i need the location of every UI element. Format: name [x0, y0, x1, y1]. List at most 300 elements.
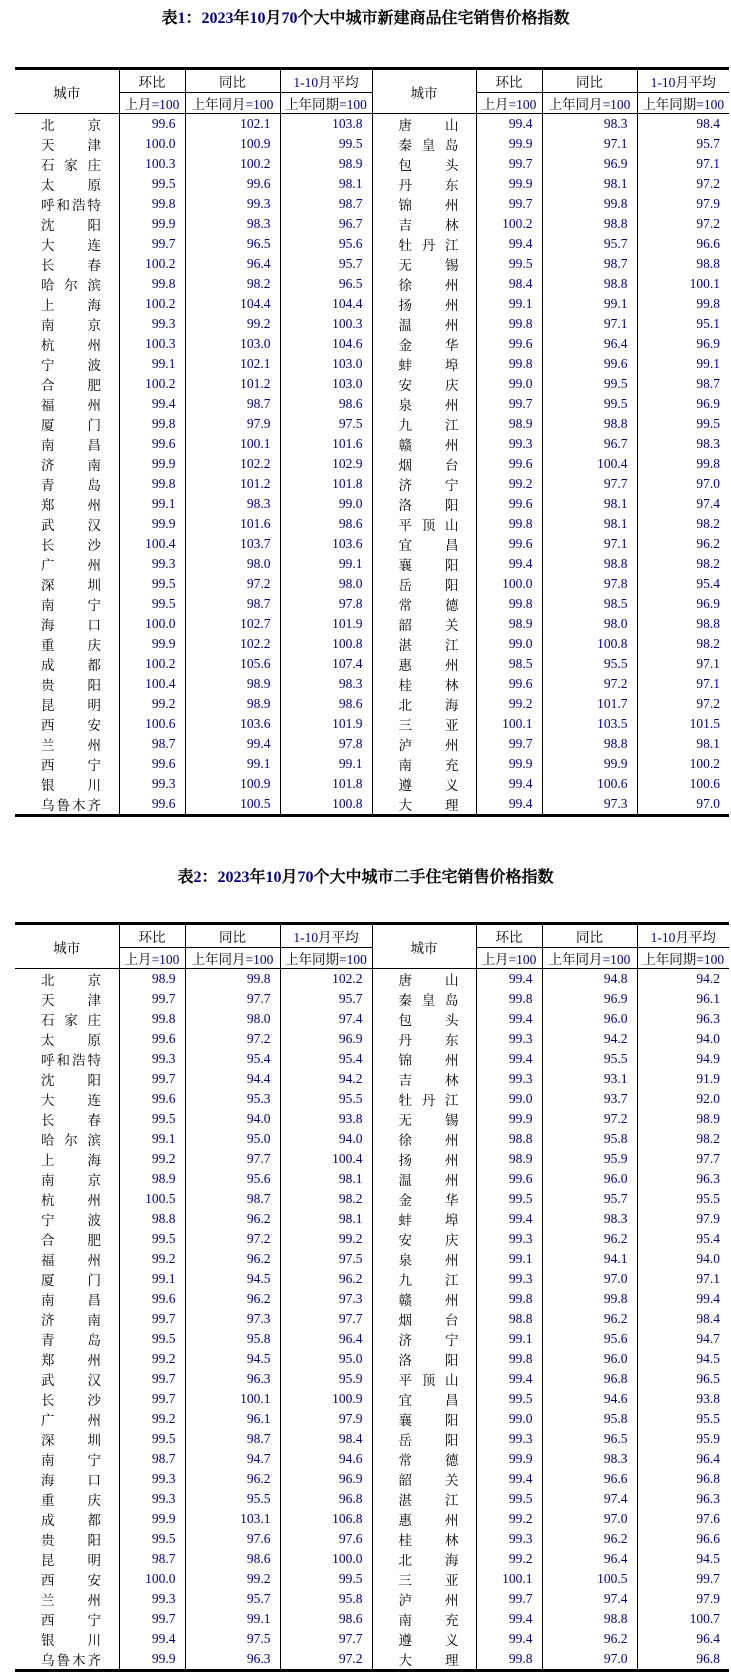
- value-cell: 99.7: [476, 734, 542, 754]
- value-cell: 95.5: [542, 1049, 637, 1069]
- city-name: 昆明: [41, 698, 101, 713]
- value-cell: 94.5: [637, 1549, 729, 1569]
- value-cell: 98.9: [476, 414, 542, 434]
- city-cell: [372, 1569, 476, 1589]
- city-cell: [15, 1269, 119, 1289]
- value-cell: 99.5: [119, 1229, 185, 1249]
- city-cell: [15, 454, 119, 474]
- value-cell: 99.8: [119, 414, 185, 434]
- header-avg-base: 上年同期=100: [637, 948, 729, 969]
- value-cell: 96.7: [542, 434, 637, 454]
- value-cell: 100.4: [280, 1149, 372, 1169]
- value-cell: 99.3: [119, 1469, 185, 1489]
- value-cell: 99.7: [119, 1369, 185, 1389]
- city-name: 郑州: [41, 498, 101, 513]
- value-cell: 98.7: [542, 254, 637, 274]
- value-cell: 94.2: [280, 1069, 372, 1089]
- header-city: 城市: [15, 69, 119, 114]
- value-cell: 96.2: [280, 1269, 372, 1289]
- city-cell: [372, 1649, 476, 1671]
- value-cell: 96.0: [542, 1169, 637, 1189]
- value-cell: 97.5: [280, 1249, 372, 1269]
- city-cell: [372, 1249, 476, 1269]
- city-cell: [15, 1349, 119, 1369]
- city-cell: [372, 214, 476, 234]
- value-cell: 99.3: [119, 1049, 185, 1069]
- value-cell: 99.0: [476, 374, 542, 394]
- city-name: 合肥: [41, 1233, 101, 1248]
- value-cell: 99.1: [476, 294, 542, 314]
- city-cell: [15, 1169, 119, 1189]
- value-cell: 103.5: [542, 714, 637, 734]
- value-cell: 96.7: [280, 214, 372, 234]
- city-name: 常德: [398, 598, 459, 613]
- value-cell: 98.1: [280, 174, 372, 194]
- table-row: [15, 1189, 729, 1209]
- city-name: 武汉: [41, 518, 101, 533]
- city-name: 韶关: [398, 1473, 459, 1488]
- value-cell: 99.4: [119, 394, 185, 414]
- header-avg: 1-10月平均: [637, 924, 729, 948]
- city-cell: [372, 554, 476, 574]
- value-cell: 97.4: [542, 1489, 637, 1509]
- city-name: 徐州: [398, 1133, 459, 1148]
- city-cell: [372, 794, 476, 816]
- value-cell: 96.9: [637, 594, 729, 614]
- value-cell: 97.7: [185, 989, 280, 1009]
- table-row: [15, 1489, 729, 1509]
- value-cell: 99.3: [476, 1229, 542, 1249]
- value-cell: 99.6: [476, 1169, 542, 1189]
- value-cell: 97.5: [185, 1629, 280, 1649]
- value-cell: 99.5: [280, 1569, 372, 1589]
- city-name: 无锡: [398, 258, 459, 273]
- city-cell: [372, 1589, 476, 1609]
- value-cell: 98.7: [185, 594, 280, 614]
- table-row: [15, 194, 729, 214]
- value-cell: 96.3: [637, 1489, 729, 1509]
- city-cell: [15, 1209, 119, 1229]
- city-name: 吉林: [398, 1073, 459, 1088]
- value-cell: 99.4: [476, 1369, 542, 1389]
- table-row: [15, 494, 729, 514]
- value-cell: 100.1: [476, 1569, 542, 1589]
- city-name: 遵义: [398, 778, 459, 793]
- value-cell: 95.5: [637, 1189, 729, 1209]
- value-cell: 100.5: [542, 1569, 637, 1589]
- value-cell: 101.5: [637, 714, 729, 734]
- value-cell: 99.2: [119, 1249, 185, 1269]
- city-cell: [15, 654, 119, 674]
- city-cell: [372, 354, 476, 374]
- value-cell: 99.3: [119, 314, 185, 334]
- city-name: 金华: [398, 1193, 459, 1208]
- value-cell: 96.5: [280, 274, 372, 294]
- value-cell: 100.2: [119, 254, 185, 274]
- city-cell: [15, 1009, 119, 1029]
- header-avg: 1-10月平均: [280, 69, 372, 93]
- city-name: 西宁: [41, 758, 101, 773]
- value-cell: 105.6: [185, 654, 280, 674]
- value-cell: 94.9: [637, 1049, 729, 1069]
- city-cell: [15, 1409, 119, 1429]
- table-body: [15, 114, 729, 816]
- city-name: 西宁: [41, 1613, 101, 1628]
- city-name: 湛江: [398, 638, 459, 653]
- value-cell: 98.9: [185, 674, 280, 694]
- value-cell: 98.2: [637, 1129, 729, 1149]
- city-cell: [372, 1389, 476, 1409]
- value-cell: 97.9: [637, 194, 729, 214]
- value-cell: 97.0: [542, 1509, 637, 1529]
- city-name: 重庆: [41, 638, 101, 653]
- value-cell: 94.0: [280, 1129, 372, 1149]
- city-cell: [372, 1069, 476, 1089]
- value-cell: 98.9: [637, 1109, 729, 1129]
- city-cell: [372, 294, 476, 314]
- value-cell: 99.1: [280, 754, 372, 774]
- value-cell: 99.8: [476, 314, 542, 334]
- value-cell: 99.9: [119, 1649, 185, 1671]
- value-cell: 98.0: [280, 574, 372, 594]
- value-cell: 96.3: [637, 1169, 729, 1189]
- table-row: [15, 534, 729, 554]
- table-row: [15, 354, 729, 374]
- city-cell: [15, 414, 119, 434]
- table-row: [15, 574, 729, 594]
- city-cell: [15, 1329, 119, 1349]
- value-cell: 96.5: [637, 1369, 729, 1389]
- value-cell: 99.1: [185, 754, 280, 774]
- city-name: 厦门: [41, 1273, 101, 1288]
- city-name: 九江: [398, 418, 459, 433]
- value-cell: 95.7: [542, 1189, 637, 1209]
- value-cell: 96.2: [637, 534, 729, 554]
- value-cell: 98.8: [542, 414, 637, 434]
- value-cell: 97.9: [185, 414, 280, 434]
- city-name: 大理: [398, 1653, 459, 1668]
- value-cell: 96.4: [185, 254, 280, 274]
- header-yoy-base: 上年同月=100: [185, 93, 280, 114]
- value-cell: 98.8: [542, 554, 637, 574]
- value-cell: 98.8: [476, 1309, 542, 1329]
- city-name: 乌鲁木齐: [41, 1653, 101, 1668]
- value-cell: 103.7: [185, 534, 280, 554]
- value-cell: 93.8: [280, 1109, 372, 1129]
- value-cell: 98.1: [637, 734, 729, 754]
- header-city: 城市: [15, 924, 119, 969]
- value-cell: 98.1: [280, 1169, 372, 1189]
- city-cell: [15, 1149, 119, 1169]
- city-name: 天津: [41, 138, 101, 153]
- value-cell: 101.2: [185, 474, 280, 494]
- table-row: [15, 274, 729, 294]
- value-cell: 95.0: [185, 1129, 280, 1149]
- city-name: 北海: [398, 698, 459, 713]
- value-cell: 99.2: [280, 1229, 372, 1249]
- city-cell: [372, 534, 476, 554]
- table-row: [15, 1169, 729, 1189]
- header-mom: 环比: [476, 69, 542, 93]
- value-cell: 99.6: [476, 454, 542, 474]
- city-cell: [15, 1549, 119, 1569]
- city-name: 兰州: [41, 1593, 101, 1608]
- city-cell: [372, 574, 476, 594]
- value-cell: 99.8: [476, 1289, 542, 1309]
- value-cell: 96.2: [542, 1529, 637, 1549]
- value-cell: 98.6: [280, 694, 372, 714]
- table-row: [15, 1109, 729, 1129]
- city-cell: [372, 1269, 476, 1289]
- table-body: [15, 969, 729, 1671]
- value-cell: 97.2: [185, 1229, 280, 1249]
- value-cell: 97.2: [637, 694, 729, 714]
- value-cell: 99.5: [119, 174, 185, 194]
- city-name: 宜昌: [398, 538, 459, 553]
- city-cell: [372, 1469, 476, 1489]
- value-cell: 99.8: [185, 969, 280, 990]
- table-row: [15, 969, 729, 990]
- value-cell: 95.4: [637, 1229, 729, 1249]
- value-cell: 99.1: [119, 1129, 185, 1149]
- city-cell: [372, 1049, 476, 1069]
- value-cell: 91.9: [637, 1069, 729, 1089]
- value-cell: 96.8: [280, 1489, 372, 1509]
- value-cell: 98.2: [637, 634, 729, 654]
- value-cell: 98.5: [476, 654, 542, 674]
- city-cell: [372, 234, 476, 254]
- city-cell: [372, 1409, 476, 1429]
- city-cell: [15, 134, 119, 154]
- city-cell: [372, 1489, 476, 1509]
- value-cell: 96.2: [542, 1229, 637, 1249]
- value-cell: 95.0: [280, 1349, 372, 1369]
- table-row: [15, 434, 729, 454]
- value-cell: 93.8: [637, 1389, 729, 1409]
- city-cell: [15, 114, 119, 135]
- value-cell: 98.1: [542, 494, 637, 514]
- city-name: 宁波: [41, 1213, 101, 1228]
- city-name: 温州: [398, 1173, 459, 1188]
- city-name: 安庆: [398, 378, 459, 393]
- value-cell: 98.8: [476, 1129, 542, 1149]
- value-cell: 96.4: [637, 1449, 729, 1469]
- value-cell: 99.1: [476, 1329, 542, 1349]
- city-name: 烟台: [398, 1313, 459, 1328]
- value-cell: 97.1: [542, 134, 637, 154]
- value-cell: 100.5: [185, 794, 280, 816]
- city-name: 沈阳: [41, 218, 101, 233]
- value-cell: 97.4: [542, 1589, 637, 1609]
- value-cell: 99.8: [119, 274, 185, 294]
- city-cell: [15, 1469, 119, 1489]
- city-cell: [372, 174, 476, 194]
- value-cell: 99.1: [476, 1249, 542, 1269]
- city-name: 青岛: [41, 1333, 101, 1348]
- header-avg-base: 上年同期=100: [637, 93, 729, 114]
- value-cell: 98.9: [185, 694, 280, 714]
- city-cell: [15, 1649, 119, 1671]
- value-cell: 99.6: [542, 354, 637, 374]
- value-cell: 99.2: [119, 1149, 185, 1169]
- value-cell: 96.2: [542, 1629, 637, 1649]
- city-cell: [372, 134, 476, 154]
- city-name: 上海: [41, 298, 101, 313]
- city-name: 济宁: [398, 478, 459, 493]
- header-row-groups: [15, 69, 729, 93]
- city-cell: [372, 634, 476, 654]
- value-cell: 99.5: [542, 394, 637, 414]
- city-cell: [15, 514, 119, 534]
- value-cell: 96.9: [542, 154, 637, 174]
- value-cell: 99.0: [280, 494, 372, 514]
- value-cell: 96.0: [542, 1009, 637, 1029]
- value-cell: 99.6: [119, 754, 185, 774]
- value-cell: 99.7: [637, 1569, 729, 1589]
- value-cell: 96.8: [542, 1369, 637, 1389]
- value-cell: 103.1: [185, 1509, 280, 1529]
- value-cell: 103.0: [280, 354, 372, 374]
- city-cell: [372, 274, 476, 294]
- value-cell: 96.5: [185, 234, 280, 254]
- city-cell: [372, 1169, 476, 1189]
- city-cell: [372, 754, 476, 774]
- city-name: 哈尔滨: [41, 278, 101, 293]
- value-cell: 94.2: [542, 1029, 637, 1049]
- value-cell: 98.7: [185, 1189, 280, 1209]
- value-cell: 96.0: [542, 1349, 637, 1369]
- city-cell: [15, 334, 119, 354]
- city-name: 平顶山: [398, 518, 459, 533]
- city-cell: [372, 314, 476, 334]
- table-row: [15, 1209, 729, 1229]
- value-cell: 102.1: [185, 114, 280, 135]
- value-cell: 95.9: [542, 1149, 637, 1169]
- table-row: [15, 474, 729, 494]
- city-cell: [372, 1369, 476, 1389]
- value-cell: 98.8: [637, 614, 729, 634]
- city-name: 蚌埠: [398, 358, 459, 373]
- value-cell: 103.0: [280, 374, 372, 394]
- table-row: [15, 1549, 729, 1569]
- value-cell: 97.2: [280, 1649, 372, 1671]
- value-cell: 99.7: [476, 154, 542, 174]
- city-name: 南充: [398, 758, 459, 773]
- value-cell: 98.9: [476, 614, 542, 634]
- value-cell: 100.8: [280, 794, 372, 816]
- value-cell: 98.4: [280, 1429, 372, 1449]
- value-cell: 98.7: [280, 194, 372, 214]
- value-cell: 97.8: [280, 594, 372, 614]
- table-row: [15, 989, 729, 1009]
- city-name: 无锡: [398, 1113, 459, 1128]
- city-cell: [372, 254, 476, 274]
- city-name: 太原: [41, 178, 101, 193]
- table-row: [15, 254, 729, 274]
- table-row: [15, 594, 729, 614]
- value-cell: 99.7: [119, 234, 185, 254]
- city-name: 韶关: [398, 618, 459, 633]
- table-row: [15, 754, 729, 774]
- value-cell: 99.6: [185, 174, 280, 194]
- header-mom-base: 上月=100: [119, 93, 185, 114]
- city-cell: [15, 774, 119, 794]
- city-cell: [15, 294, 119, 314]
- city-name: 深圳: [41, 1433, 101, 1448]
- city-name: 惠州: [398, 1513, 459, 1528]
- value-cell: 99.5: [476, 1489, 542, 1509]
- value-cell: 99.4: [637, 1289, 729, 1309]
- city-cell: [15, 1029, 119, 1049]
- value-cell: 98.3: [542, 1209, 637, 1229]
- table-row: [15, 374, 729, 394]
- value-cell: 98.6: [185, 1549, 280, 1569]
- header-row-groups: [15, 924, 729, 948]
- value-cell: 98.0: [542, 614, 637, 634]
- city-name: 扬州: [398, 1153, 459, 1168]
- value-cell: 99.0: [476, 1089, 542, 1109]
- value-cell: 98.7: [637, 374, 729, 394]
- city-cell: [15, 1249, 119, 1269]
- value-cell: 98.1: [542, 174, 637, 194]
- value-cell: 95.5: [185, 1489, 280, 1509]
- value-cell: 97.9: [280, 1409, 372, 1429]
- city-cell: [372, 494, 476, 514]
- table-row: [15, 1249, 729, 1269]
- value-cell: 99.3: [476, 1429, 542, 1449]
- value-cell: 96.8: [637, 1649, 729, 1671]
- value-cell: 99.3: [119, 1589, 185, 1609]
- value-cell: 99.9: [476, 1109, 542, 1129]
- value-cell: 93.7: [542, 1089, 637, 1109]
- city-cell: [15, 554, 119, 574]
- value-cell: 99.5: [119, 1429, 185, 1449]
- header-mom-base: 上月=100: [476, 93, 542, 114]
- value-cell: 97.9: [637, 1209, 729, 1229]
- table-row: [15, 654, 729, 674]
- value-cell: 98.7: [119, 734, 185, 754]
- value-cell: 99.5: [119, 1329, 185, 1349]
- table-row: [15, 774, 729, 794]
- city-cell: [372, 454, 476, 474]
- value-cell: 99.4: [476, 554, 542, 574]
- value-cell: 94.6: [542, 1389, 637, 1409]
- value-cell: 96.6: [637, 1529, 729, 1549]
- value-cell: 95.1: [637, 314, 729, 334]
- table-row: [15, 674, 729, 694]
- city-name: 蚌埠: [398, 1213, 459, 1228]
- city-cell: [15, 1129, 119, 1149]
- value-cell: 99.4: [476, 1609, 542, 1629]
- city-cell: [15, 734, 119, 754]
- value-cell: 99.3: [119, 1489, 185, 1509]
- table-row: [15, 1589, 729, 1609]
- city-name: 福州: [41, 398, 101, 413]
- header-avg: 1-10月平均: [637, 69, 729, 93]
- value-cell: 99.1: [185, 1609, 280, 1629]
- value-cell: 99.5: [119, 1109, 185, 1129]
- header-mom: 环比: [119, 69, 185, 93]
- value-cell: 100.2: [119, 654, 185, 674]
- value-cell: 99.7: [119, 1309, 185, 1329]
- value-cell: 99.4: [476, 794, 542, 816]
- value-cell: 94.5: [185, 1269, 280, 1289]
- city-cell: [15, 674, 119, 694]
- city-name: 银川: [41, 778, 101, 793]
- value-cell: 97.3: [542, 794, 637, 816]
- value-cell: 98.9: [119, 969, 185, 990]
- value-cell: 100.6: [542, 774, 637, 794]
